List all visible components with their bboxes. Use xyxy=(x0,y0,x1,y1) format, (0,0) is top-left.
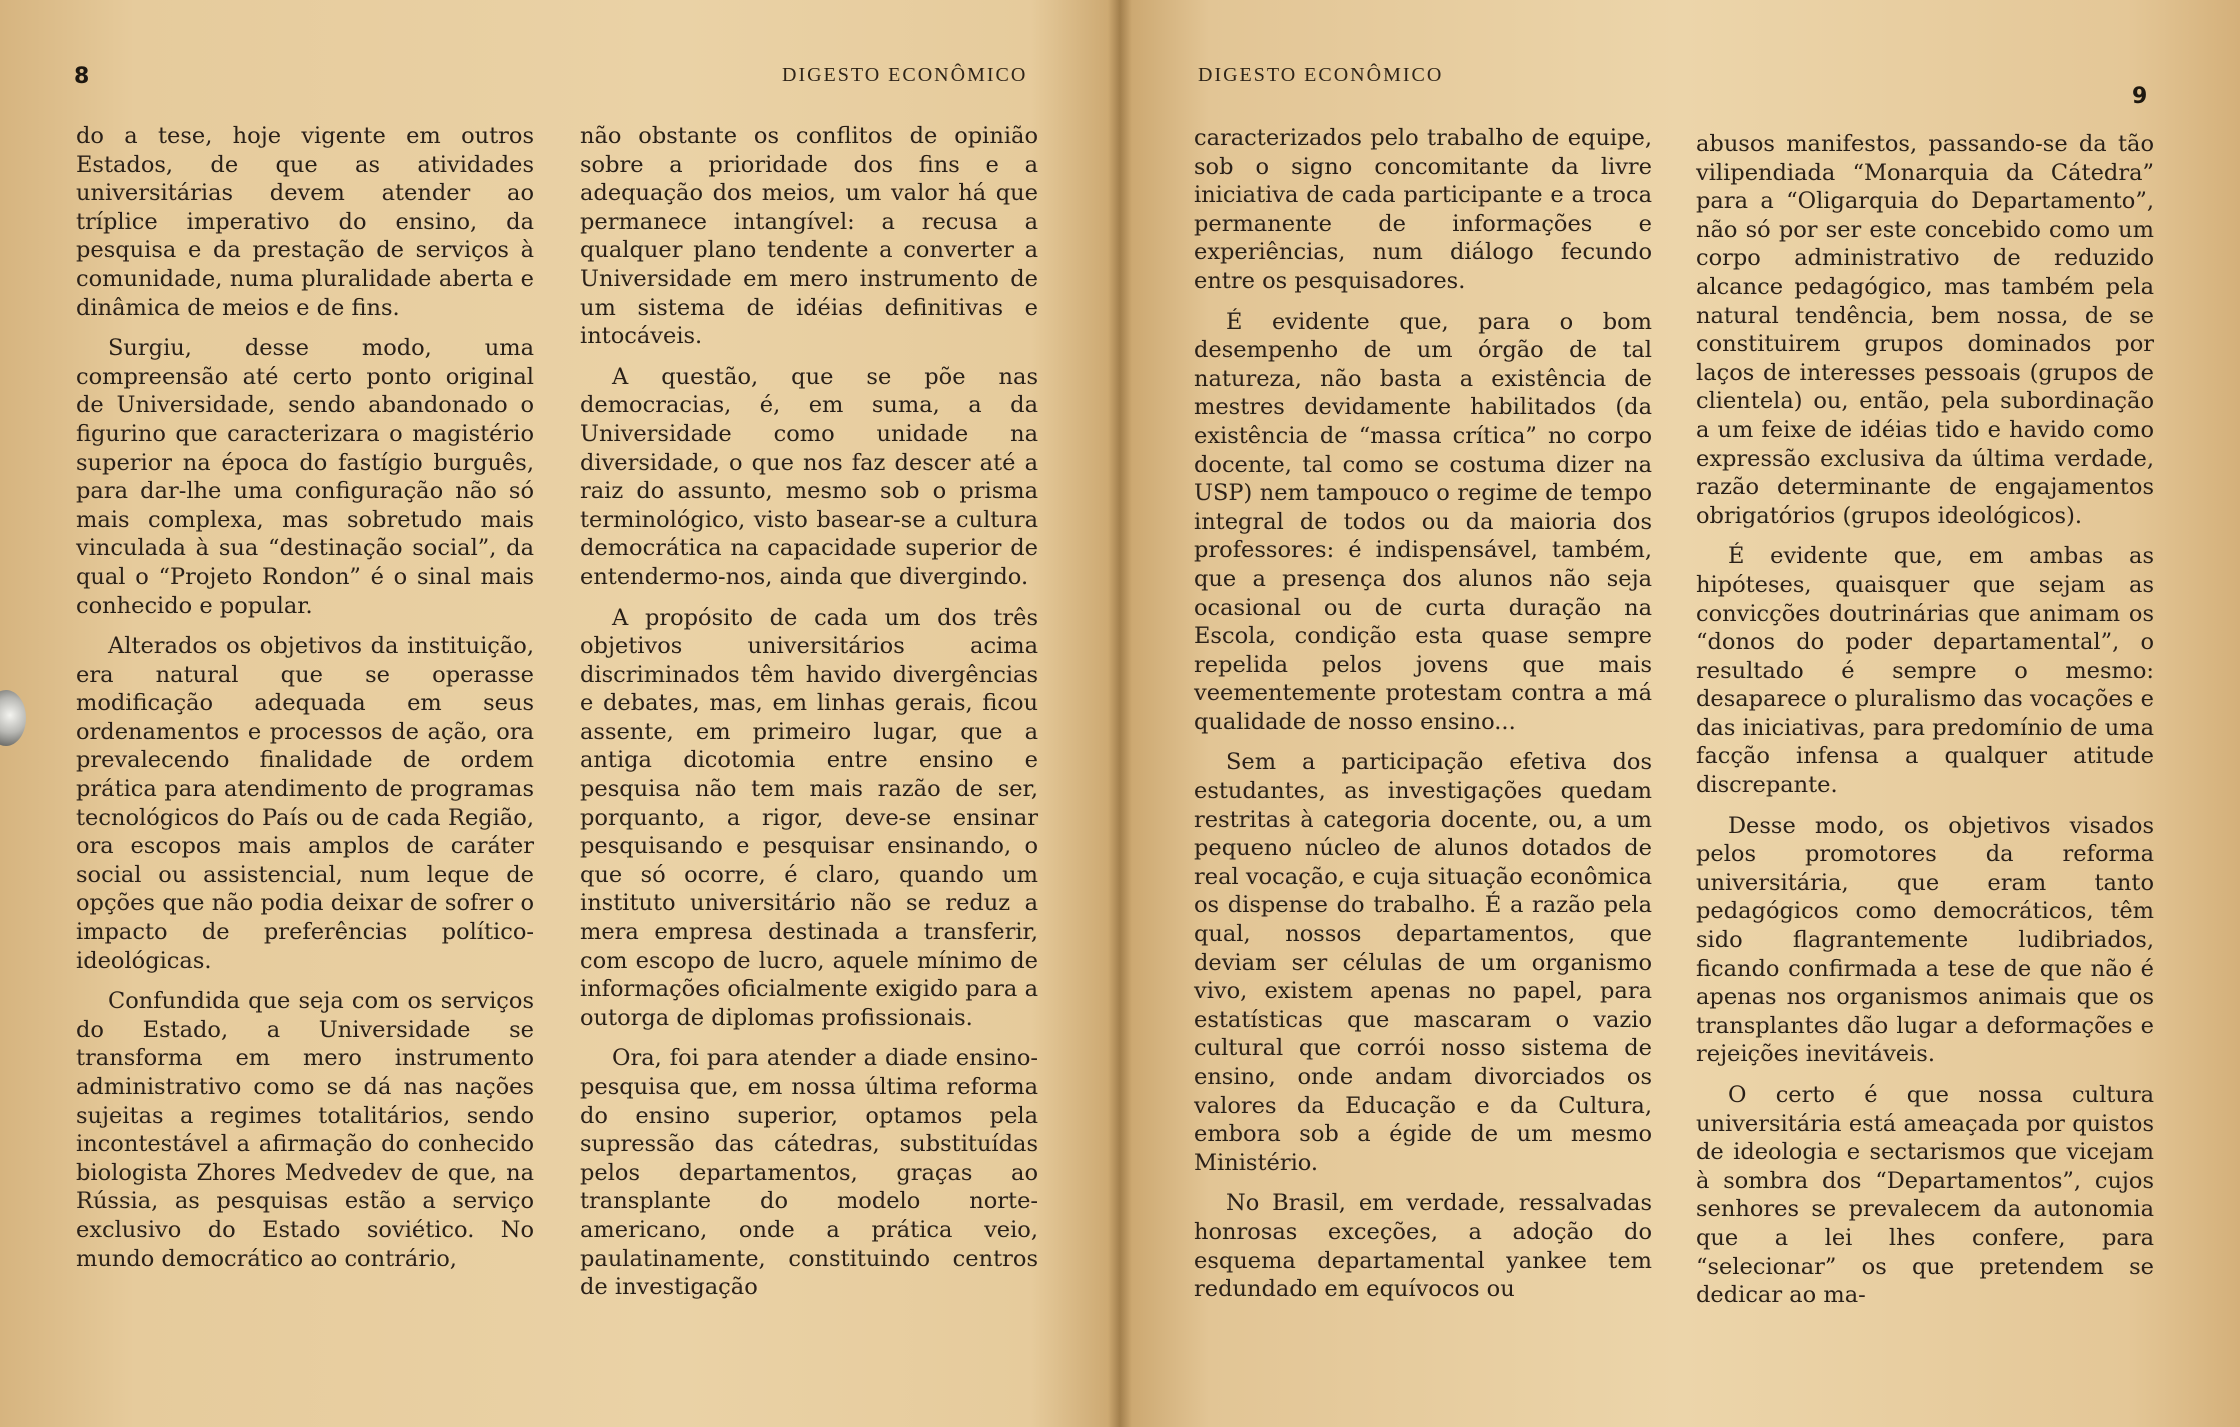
paragraph: Ora, foi para atender a diade ensino-pesquisa que, em nossa última reforma do ensino superior, optamos pela supressão das cátedras, substituídas pelos departamentos, graças ao transplante do modelo norte-americano, onde a prática veio, paulatinamente, constituindo centros de investigação xyxy=(580,1045,1038,1301)
right-page-number: 9 xyxy=(2132,84,2148,109)
paragraph: Alterados os objetivos da instituição, era natural que se operasse modificação adequada em seus ordenamentos e processos de ação, ora prevalecendo finalidade de ordem prática para atendimento de programas tecnológicos do País ou de cada Região, ora escopos mais amplos de caráter social ou assistencial, num leque de opções que não podia deixar de sofrer o impacto de preferências político-ideológicas. xyxy=(76,633,534,974)
paragraph: Sem a participação efetiva dos estudantes, as investigações quedam restritas à categoria docente, ou, a um pequeno núcleo de alunos dotados de real vocação, e cuja situação econômica os dispense do trabalho. É a razão pela qual, nossos departamentos, que deviam ser células de um organismo vivo, existem apenas no papel, para estatísticas que mascaram o vazio cultural que corrói nosso sistema de ensino, onde andam divorciados os valores da Educação e da Cultura, embora sob a égide de um mesmo Ministério. xyxy=(1194,749,1652,1176)
paragraph: É evidente que, em ambas as hipóteses, quaisquer que sejam as convicções doutrinárias que animam os “donos do poder departamental”, o resultado é sempre o mesmo: desaparece o pluralismo das vocações e das iniciativas, para predomínio de uma facção infensa a qualquer atitude discrepante. xyxy=(1696,543,2154,799)
book-gutter xyxy=(1108,0,1132,1427)
right-page-column-2 xyxy=(1696,130,2154,1322)
paragraph: É evidente que, para o bom desempenho de um órgão de tal natureza, não basta a existência de mestres devidamente habilitados (da existência de “massa crítica” no corpo docente, tal como se costuma dizer na USP) nem tampouco o regime de tempo integral de todos ou da maioria dos professores: é indispensável, também, que a presença dos alunos não seja ocasional ou de curta duração na Escola, condição esta quase sempre repelida pelos jovens que mais veementemente protestam contra a má qualidade de nosso ensino... xyxy=(1194,308,1652,735)
paragraph: A questão, que se põe nas democracias, é, em suma, a da Universidade como unidade na diversidade, o que nos faz descer até a raiz do assunto, mesmo sob o prisma terminológico, visto basear-se a cultura democrática na capacidade superior de entendermo-nos, ainda que divergindo. xyxy=(580,363,1038,590)
left-page-column-2 xyxy=(580,122,1038,1314)
paragraph: A propósito de cada um dos três objetivos universitários acima discriminados têm havido divergências e debates, mas, em linhas gerais, ficou assente, em primeiro lugar, que a antiga dicotomia entre ensino e pesquisa não tem mais razão de ser, porquanto, a rigor, deve-se ensinar pesquisando e pesquisar ensinando, o que só ocorre, é claro, quando um instituto universitário não se reduz a mera empresa destinada a transferir, com escopo de lucro, aquele mínimo de informações oficialmente exigido para a outorga de diplomas profissionais. xyxy=(580,604,1038,1031)
left-page-number: 8 xyxy=(74,64,90,89)
binder-ring xyxy=(0,690,26,746)
paragraph: No Brasil, em verdade, ressalvadas honrosas exceções, a adoção do esquema departamental yankee tem redundado em equívocos ou xyxy=(1194,1190,1652,1303)
paragraph: O certo é que nossa cultura universitária está ameaçada por quistos de ideologia e sectarismos que vicejam à sombra dos “Departamentos”, cujos senhores se prevalecem da autonomia que a lei lhes confere, para “selecionar” os que pretendem se dedicar ao ma- xyxy=(1696,1082,2154,1309)
paragraph: caracterizados pelo trabalho de equipe, sob o signo concomitante da livre iniciativa de cada participante e a troca permanente de informações e experiências, num diálogo fecundo entre os pesquisadores. xyxy=(1194,125,1652,294)
right-page-column-1 xyxy=(1194,124,1652,1316)
paragraph: não obstante os conflitos de opinião sobre a prioridade dos fins e a adequação dos meios, um valor há que permanece intangível: a recusa a qualquer plano tendente a converter a Universidade em mero instrumento de um sistema de idéias definitivas e intocáveis. xyxy=(580,123,1038,350)
left-page-column-1 xyxy=(76,122,534,1285)
paragraph: do a tese, hoje vigente em outros Estados, de que as atividades universitárias devem atender ao tríplice imperativo do ensino, da pesquisa e da prestação de serviços à comunidade, numa pluralidade aberta e dinâmica de meios e de fins. xyxy=(76,123,534,321)
left-running-head: DIGESTO ECONÔMICO xyxy=(782,64,1028,86)
paragraph: Surgiu, desse modo, uma compreensão até certo ponto original de Universidade, sendo abandonado o figurino que caracterizara o magistério superior na época do fastígio burguês, para dar-lhe uma configuração não só mais complexa, mas sobretudo mais vinculada à sua “destinação social”, da qual o “Projeto Rondon” é o sinal mais conhecido e popular. xyxy=(76,335,534,619)
paragraph: abusos manifestos, passando-se da tão vilipendiada “Monarquia da Cátedra” para a “Oligarquia do Departamento”, não só por ser este concebido como um corpo administrativo de reduzido alcance pedagógico, mas também pela natural tendência, bem nossa, de se constituirem grupos dominados por laços de interesses pessoais (grupos de clientela) ou, então, pela subordinação a um feixe de idéias tido e havido como expressão exclusiva da última verdade, razão determinante de engajamentos obrigatórios (grupos ideológicos). xyxy=(1696,131,2154,529)
paragraph: Desse modo, os objetivos visados pelos promotores da reforma universitária, que eram tanto pedagógicos como democráticos, têm sido flagrantemente ludibriados, ficando confirmada a tese de que não é apenas nos organismos animais que os transplantes dão lugar a deformações e rejeições inevitáveis. xyxy=(1696,812,2154,1068)
paragraph: Confundida que seja com os serviços do Estado, a Universidade se transforma em mero instrumento administrativo como se dá nas nações sujeitas a regimes totalitários, sendo incontestável a afirmação do conhecido biologista Zhores Medvedev de que, na Rússia, as pesquisas estão a serviço exclusivo do Estado soviético. No mundo democrático ao contrário, xyxy=(76,988,534,1272)
right-running-head: DIGESTO ECONÔMICO xyxy=(1198,64,1444,86)
